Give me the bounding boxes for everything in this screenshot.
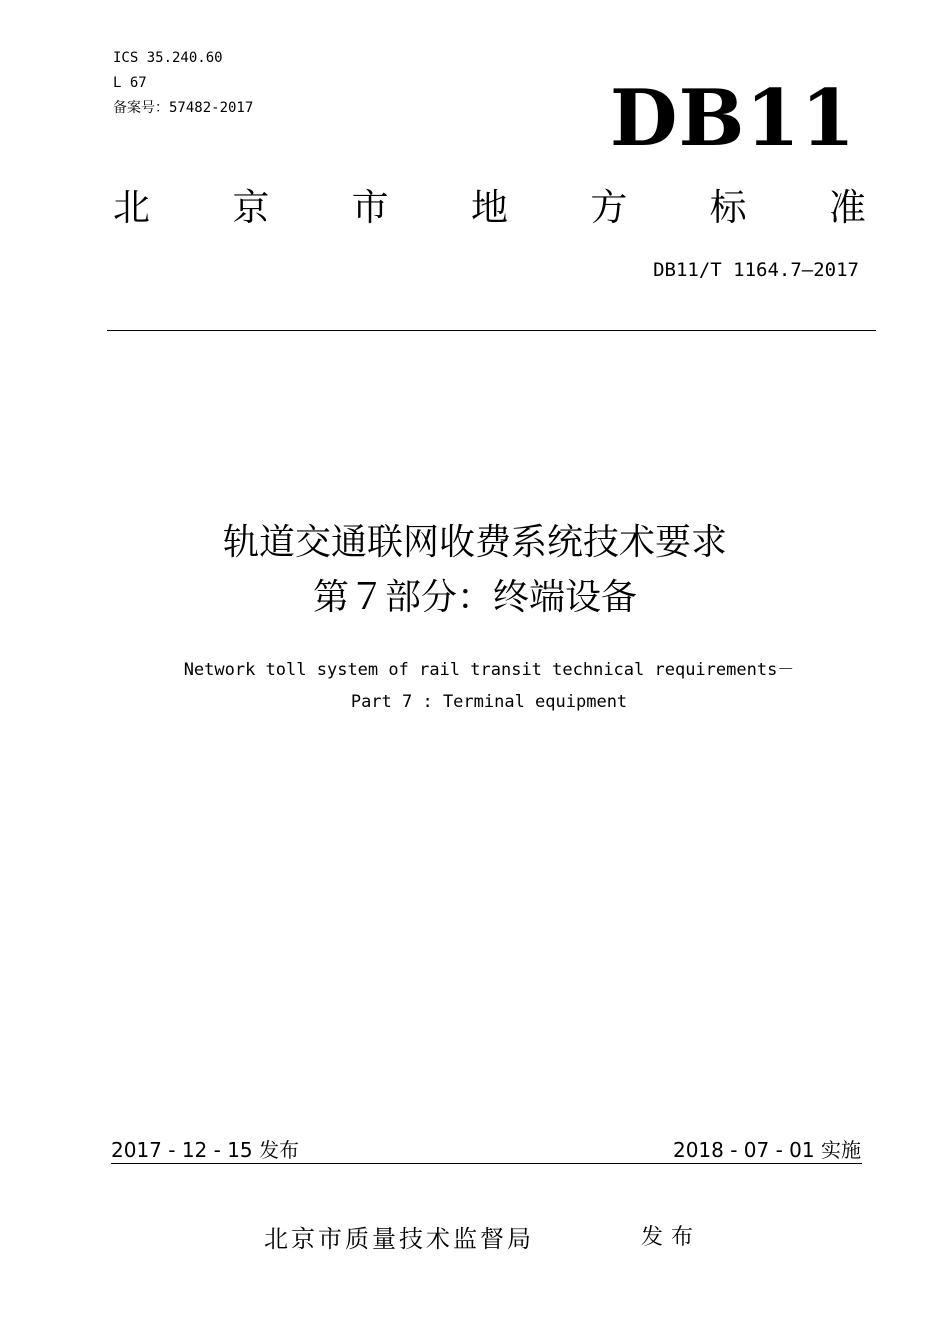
standard-type-char: 标 [709,186,747,229]
top-divider [107,330,876,331]
standard-type-char: 京 [232,186,270,229]
standard-type-char: 准 [828,186,866,229]
issuing-authority: 北京市质量技术监督局 [264,1225,534,1253]
title-en-line1: Network toll system of rail transit technical requirements－ [183,660,795,680]
db11-logo: DB11 [609,73,856,164]
standard-type-char: 北 [113,186,150,229]
standard-type-title [113,186,866,230]
issue-date: 2017 - 12 - 15 发布 [111,1138,300,1162]
standard-type-char: 地 [470,186,508,229]
issue-word: 发布 [641,1225,702,1250]
ics-code: ICS 35.240.60 [113,50,223,66]
standard-type-char: 市 [351,186,389,229]
title-cn-line1: 轨道交通联网收费系统技术要求 [222,522,727,563]
standard-type-char: 方 [590,186,628,229]
implementation-date: 2018 - 07 - 01 实施 [672,1138,861,1162]
title-en-line2: Part 7 : Terminal equipment [350,692,628,712]
title-cn-line2: 第７部分：终端设备 [312,577,637,618]
classification-code: L 67 [113,75,147,91]
record-number: 备案号：57482-2017 [113,100,254,116]
bottom-divider [111,1163,862,1164]
standard-code: DB11/T 1164.7—2017 [653,259,859,281]
